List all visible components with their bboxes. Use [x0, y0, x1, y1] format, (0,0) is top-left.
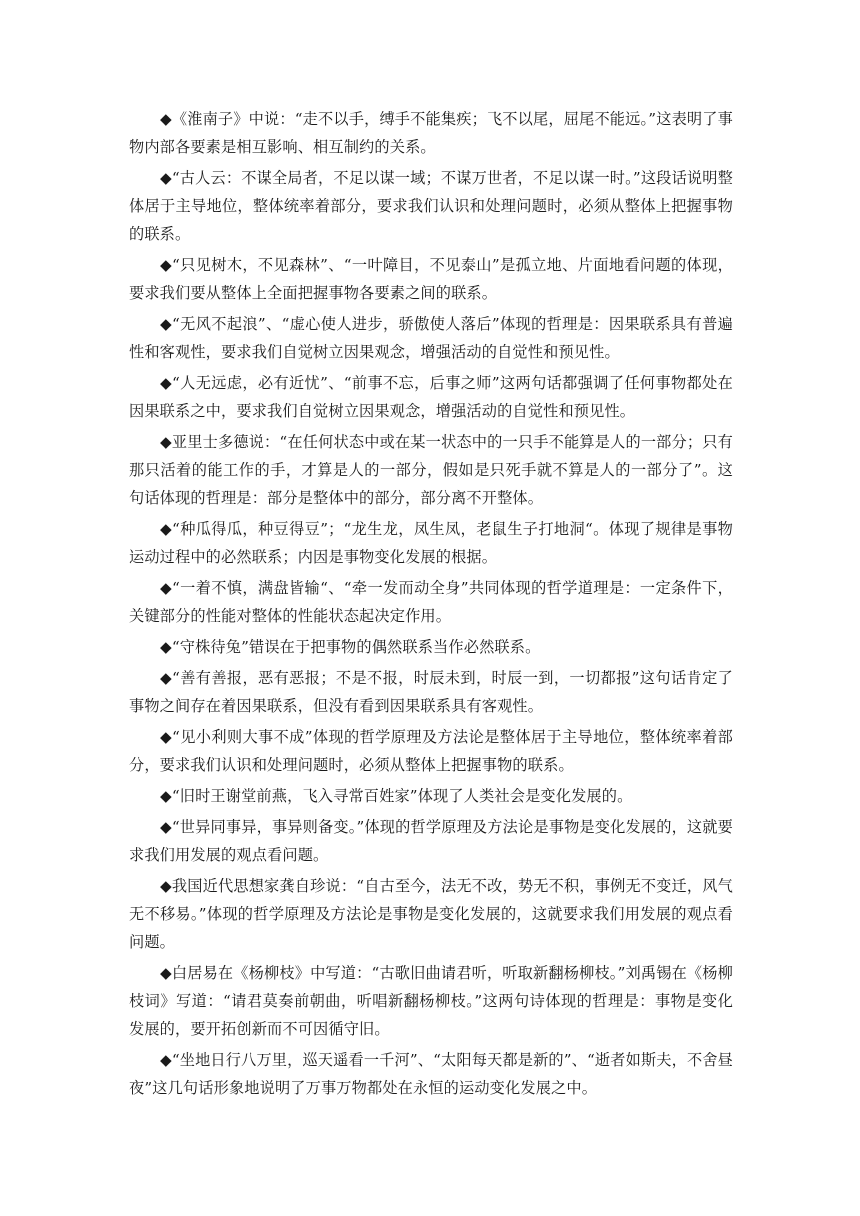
paragraph-gong-zizhen: ◆我国近代思想家龚自珍说：“自古至今，法无不改，势无不积，事例无不变迁，风气无不移易。”体现的哲学原理及方法论是事物是变化发展的，这就要求我们用发展的观点看问题。 [129, 877, 733, 951]
paragraph-shanyou-shanbao: ◆“善有善报，恶有恶报；不是不报，时辰未到，时辰一到，一切都报”这句话肯定了事物之间存在着因果联系，但没有看到因果联系具有客观性。 [129, 669, 733, 715]
paragraph-shouzhu-daitu: ◆“守株待兔”错误在于把事物的偶然联系当作必然联系。 [160, 638, 541, 656]
paragraph-zuodi-rixing: ◆“坐地日行八万里，巡天遥看一千河”、“太阳每天都是新的”、“逝者如斯夫，不舍昼夜”这几句话形象地说明了万事万物都处在永恒的运动变化发展之中。 [129, 1051, 733, 1097]
paragraph-quanju: ◆“古人云：不谋全局者，不足以谋一域；不谋万世者，不足以谋一时。”这段话说明整体居于主导地位，整体统率着部分，要求我们认识和处理问题时，必须从整体上把握事物的联系。 [129, 169, 733, 243]
paragraph-yuanlv-jinyou: ◆“人无远虑，必有近忧”、“前事不忘，后事之师”这两句话都强调了任何事物都处在因果联系之中，要求我们自觉树立因果观念，增强活动的自觉性和预见性。 [129, 374, 733, 420]
paragraph-wangxie-tangqian: ◆“旧时王谢堂前燕，飞入寻常百姓家”体现了人类社会是变化发展的。 [160, 787, 633, 805]
paragraph-xiaoli: ◆“见小利则大事不成”体现的哲学原理及方法论是整体居于主导地位，整体统率着部分，要求我们认识和处理问题时，必须从整体上把握事物的联系。 [129, 728, 733, 774]
paragraph-huainanzi: ◆《淮南子》中说：“走不以手，缚手不能集疾；飞不以尾，屈尾不能远。”这表明了事物内部各要素是相互影响、相互制约的关系。 [129, 110, 733, 156]
paragraph-zhonggua-degua: ◆“种瓜得瓜，种豆得豆”；“龙生龙，凤生凤，老鼠生子打地洞“。体现了规律是事物运动过程中的必然联系；内因是事物变化发展的根据。 [129, 520, 733, 566]
paragraph-aristotle: ◆亚里士多德说：“在任何状态中或在某一状态中的一只手不能算是人的一部分；只有那只活着的能工作的手，才算是人的一部分，假如是只死手就不算是人的一部分了”。这句话体现的哲理是：部分是整体中的部分，部分离不开整体。 [129, 433, 733, 507]
paragraph-shumu-senlin: ◆“只见树木，不见森林”、“一叶障目，不见泰山”是孤立地、片面地看问题的体现，要求我们要从整体上全面把握事物各要素之间的联系。 [129, 256, 733, 302]
paragraph-yizhuo-bushen: ◆“一着不慎，满盘皆输“、“牵一发而动全身”共同体现的哲学道理是：一定条件下，关键部分的性能对整体的性能状态起决定作用。 [129, 579, 733, 625]
paragraph-yangliuzhi: ◆白居易在《杨柳枝》中写道：“古歌旧曲请君听，听取新翻杨柳枝。”刘禹锡在《杨柳枝词》写道：“请君莫奏前朝曲，听唱新翻杨柳枝。”这两句诗体现的哲理是：事物是变化发展的，要开拓创新而不可因循守旧。 [129, 964, 733, 1038]
paragraph-wufeng-qilang: ◆“无风不起浪”、“虚心使人进步，骄傲使人落后”体现的哲理是：因果联系具有普遍性和客观性，要求我们自觉树立因果观念，增强活动的自觉性和预见性。 [129, 315, 733, 361]
paragraph-shiyi-shiyi: ◆“世异同事异，事异则备变。”体现的哲学原理及方法论是事物是变化发展的，这就要求我们用发展的观点看问题。 [129, 818, 733, 864]
